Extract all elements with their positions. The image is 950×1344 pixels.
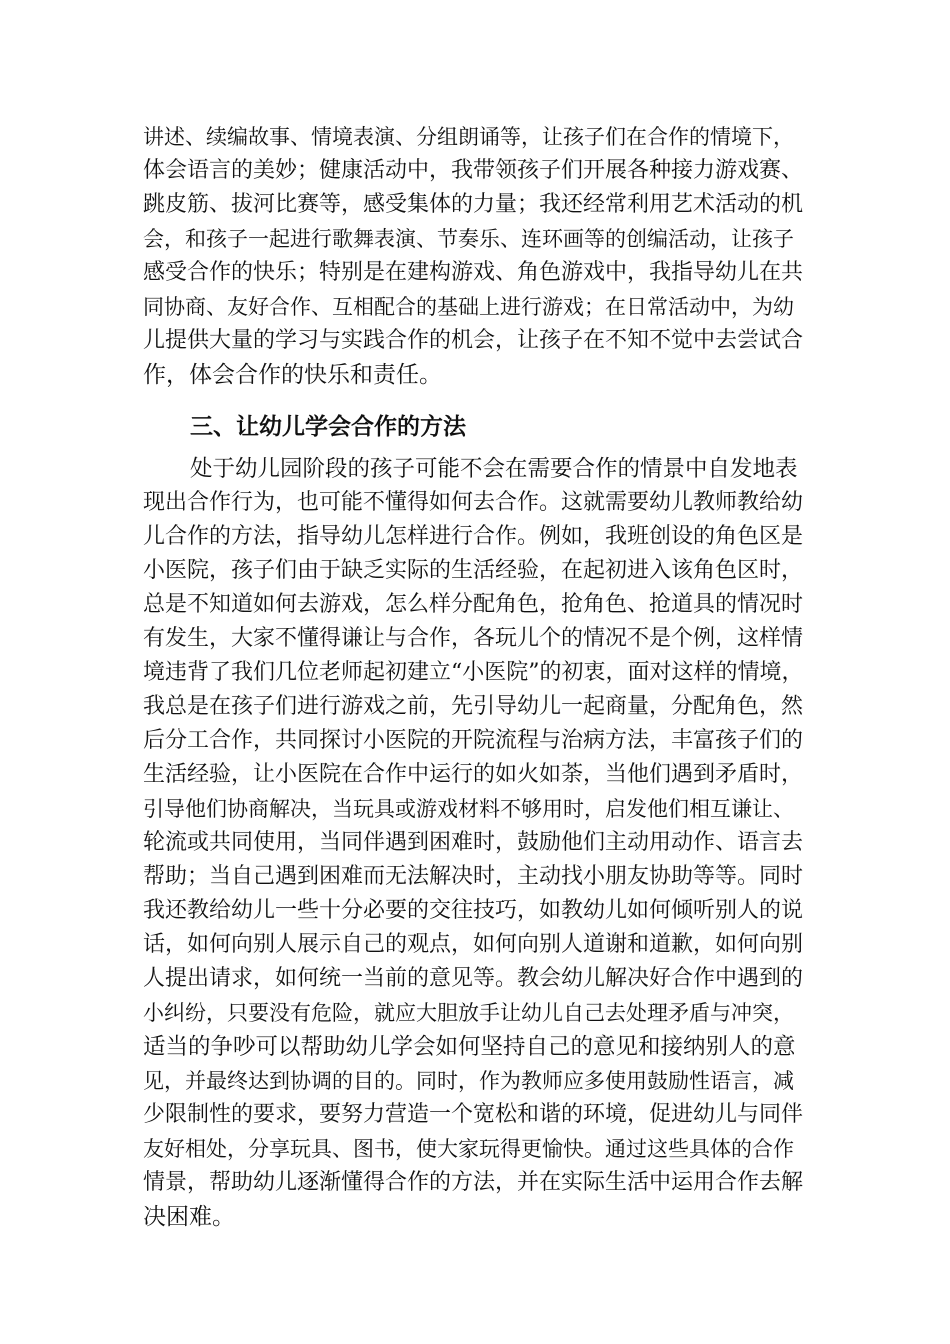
- section-3-line-11: 引导他们协商解决，当玩具或游戏材料不够用时，启发他们相互谦让、: [143, 797, 794, 821]
- section-3-line-13: 帮助；当自己遇到困难而无法解决时，主动找小朋友协助等等。同时: [143, 864, 804, 889]
- paragraph-1-line-3: 跳皮筋、拔河比赛等，感受集体的力量；我还经常利用艺术活动的机: [143, 192, 804, 217]
- paragraph-1-line-4: 会，和孩子一起进行歌舞表演、节奏乐、连环画等的创编活动，让孩子: [143, 227, 794, 251]
- section-3-line-14: 我还教给幼儿一些十分必要的交往技巧，如教幼儿如何倾听别人的说: [143, 898, 804, 923]
- paragraph-1-line-5: 感受合作的快乐；特别是在建构游戏、角色游戏中，我指导幼儿在共: [143, 260, 804, 285]
- paragraph-1-line-6: 同协商、友好合作、互相配合的基础上进行游戏；在日常活动中，为幼: [143, 295, 794, 319]
- section-3-line-6: 有发生，大家不懂得谦让与合作，各玩儿个的情况不是个例，这样情: [143, 626, 804, 651]
- section-3-line-4: 小医院，孩子们由于缺乏实际的生活经验，在起初进入该角色区时，: [143, 558, 804, 583]
- section-3-line-12: 轮流或共同使用，当同伴遇到困难时，鼓励他们主动用动作、语言去: [143, 830, 804, 855]
- section-3-line-22: 情景，帮助幼儿逐渐懂得合作的方法，并在实际生活中运用合作去解: [143, 1170, 804, 1195]
- section-3-line-16: 人提出请求，如何统一当前的意见等。教会幼儿解决好合作中遇到的: [143, 966, 804, 991]
- paragraph-1-line-8: 作，体会合作的快乐和责任。: [143, 362, 442, 388]
- section-3-line-9: 后分工合作，共同探讨小医院的开院流程与治病方法，丰富孩子们的: [143, 728, 804, 753]
- section-3-line-8: 我总是在孩子们进行游戏之前，先引导幼儿一起商量，分配角色，然: [143, 694, 804, 719]
- section-3-line-7: 境违背了我们几位老师起初建立“小医院”的初衷，面对这样的情境，: [143, 660, 804, 685]
- section-3-line-17: 小纠纷，只要没有危险，就应大胆放手让幼儿自己去处理矛盾与冲突，: [143, 1001, 794, 1025]
- section-3-line-21: 友好相处，分享玩具、图书，使大家玩得更愉快。通过这些具体的合作: [143, 1137, 794, 1161]
- section-3-line-10: 生活经验，让小医院在合作中运行的如火如荼，当他们遇到矛盾时，: [143, 762, 804, 787]
- section-3-line-3: 儿合作的方法，指导幼儿怎样进行合作。例如，我班创设的角色区是: [143, 524, 804, 549]
- section-3-line-23: 决困难。: [143, 1204, 235, 1230]
- section-3-heading: 三、让幼儿学会合作的方法: [190, 413, 466, 440]
- paragraph-1-line-2: 体会语言的美妙；健康活动中，我带领孩子们开展各种接力游戏赛、: [143, 158, 804, 183]
- section-3-line-1: 处于幼儿园阶段的孩子可能不会在需要合作的情景中自发地表: [190, 456, 798, 482]
- section-3-line-19: 见，并最终达到协调的目的。同时，作为教师应多使用鼓励性语言，减: [143, 1069, 794, 1093]
- paragraph-1-line-1: 讲述、续编故事、情境表演、分组朗诵等，让孩子们在合作的情境下，: [143, 125, 794, 149]
- paragraph-1-line-7: 儿提供大量的学习与实践合作的机会，让孩子在不知不觉中去尝试合: [143, 328, 804, 353]
- section-3-line-15: 话，如何向别人展示自己的观点，如何向别人道谢和道歉，如何向别: [143, 932, 804, 957]
- section-3-line-18: 适当的争吵可以帮助幼儿学会如何坚持自己的意见和接纳别人的意: [143, 1034, 796, 1060]
- section-3-line-20: 少限制性的要求，要努力营造一个宽松和谐的环境，促进幼儿与同伴: [143, 1102, 804, 1127]
- section-3-line-2: 现出合作行为，也可能不懂得如何去合作。这就需要幼儿教师教给幼: [143, 490, 804, 515]
- section-3-line-5: 总是不知道如何去游戏，怎么样分配角色，抢角色、抢道具的情况时: [143, 592, 804, 617]
